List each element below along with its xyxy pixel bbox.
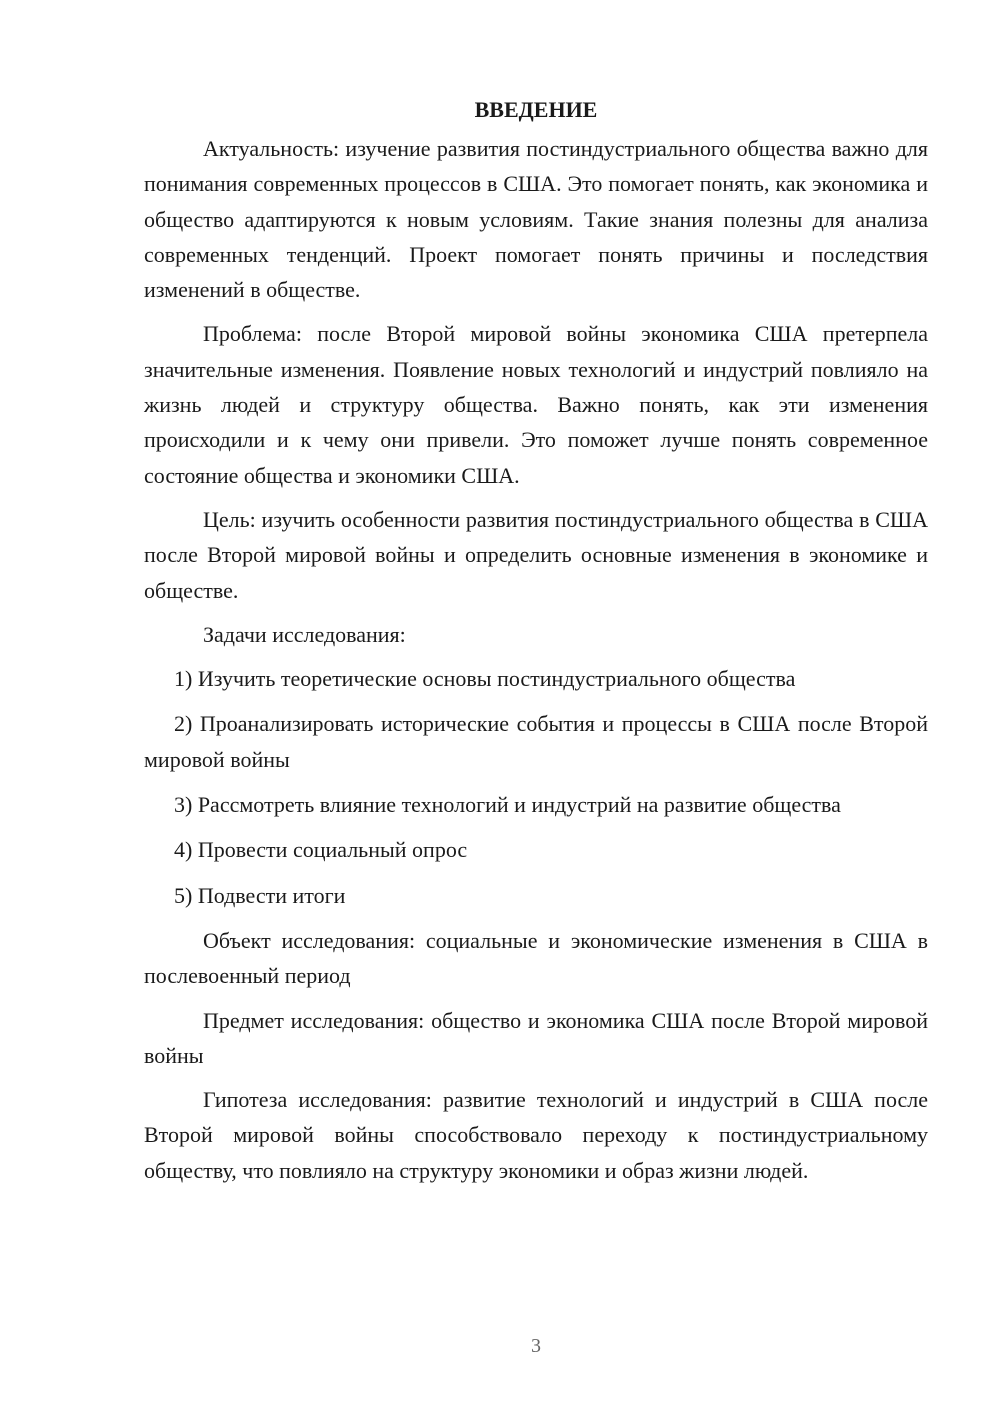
page-title: ВВЕДЕНИЕ — [474, 97, 598, 122]
page-number: 3 — [531, 1335, 541, 1357]
tasks-heading: Задачи исследования: — [203, 621, 406, 647]
task-item: 5) Подвести итоги — [174, 882, 346, 908]
task-item: 4) Провести социальный опрос — [174, 837, 468, 863]
paragraph-hypothesis: Гипотеза исследования: развитие технологий и индустрий в США после Второй мировой войны способствовало переходу к постиндустриальному обществу, что повлияло на структуру экономики и образ жизни людей. — [144, 1087, 928, 1183]
paragraph-relevance: Актуальность: изучение развития постиндустриального общества важно для понимания современных процессов в США. Это помогает понять, как экономика и общество адаптируются к новым условиям. Такие знания полезны для анализа современных тенденций. Проект помогает понять причины и последствия изменений в обществе. — [144, 136, 928, 303]
page-content — [144, 92, 928, 1197]
paragraph-object: Объект исследования: социальные и экономические изменения в США в послевоенный период — [144, 927, 928, 989]
paragraph-subject: Предмет исследования: общество и экономика США после Второй мировой войны — [144, 1007, 928, 1068]
paragraph-goal: Цель: изучить особенности развития постиндустриального общества в США после Второй мировой войны и определить основные изменения в экономике и обществе. — [144, 506, 928, 603]
task-item: 3) Рассмотреть влияние технологий и индустрий на развитие общества — [174, 792, 841, 818]
paragraph-problem: Проблема: после Второй мировой войны экономика США претерпела значительные изменения. Появление новых технологий и индустрий повлияло на жизнь людей и структуру общества. Важно понять, как эти изменения происходили и к чему они привели. Это поможет лучше понять современное состояние общества и экономики США. — [144, 321, 928, 488]
task-item: 1) Изучить теоретические основы постиндустриального общества — [174, 666, 796, 692]
task-item: 2) Проанализировать исторические события и процессы в США после Второй мировой войны — [144, 711, 928, 772]
